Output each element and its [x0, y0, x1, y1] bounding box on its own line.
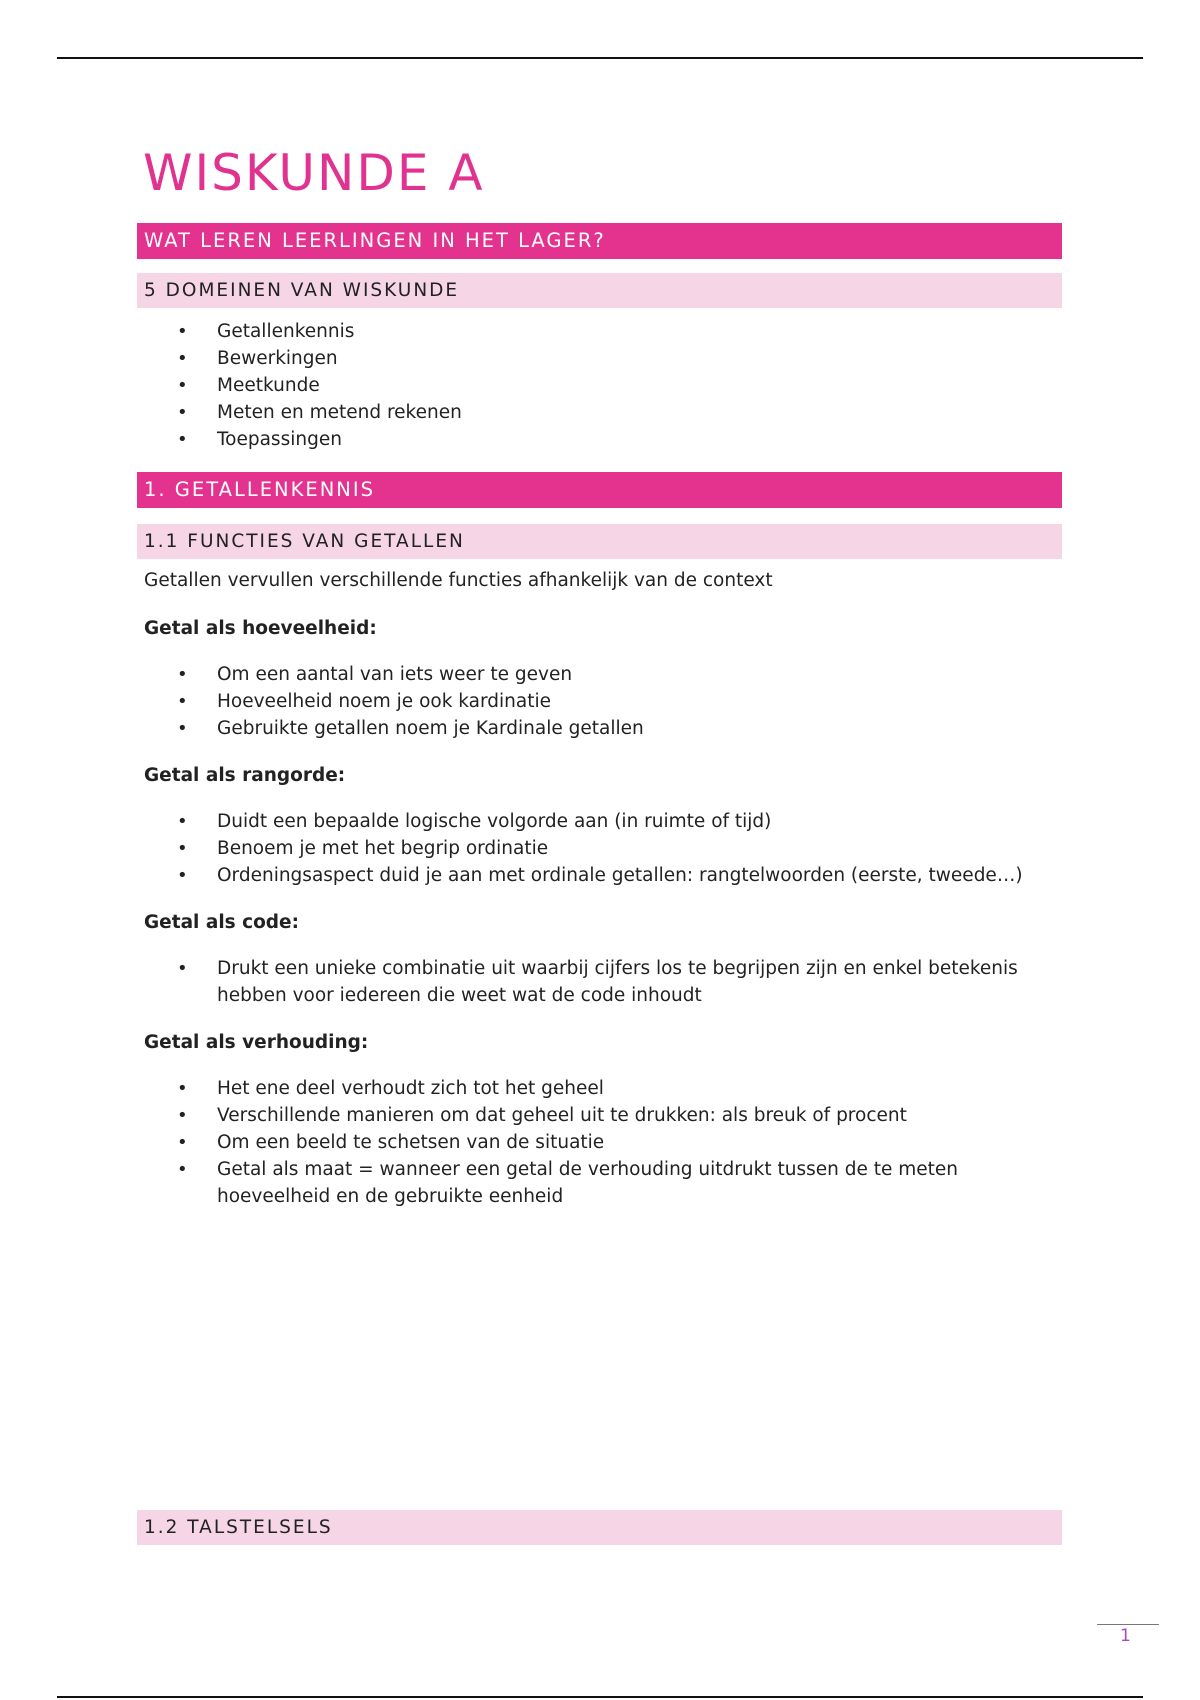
hoeveelheid-list	[137, 661, 1062, 742]
list-item: • Benoem je met het begrip ordinatie	[137, 835, 1077, 862]
list-item: • Verschillende manieren om dat geheel uit te drukken: als breuk of procent	[137, 1102, 1077, 1129]
page-number-divider	[1097, 1624, 1159, 1625]
bottom-rule	[57, 1696, 1143, 1698]
heading-wat-leren-leerlingen: WAT LEREN LEERLINGEN IN HET LAGER?	[137, 223, 1062, 259]
heading-functies-van-getallen: 1.1 FUNCTIES VAN GETALLEN	[137, 524, 1062, 559]
list-item: • Toepassingen	[137, 426, 1077, 453]
heading-talstelsels: 1.2 TALSTELSELS	[137, 1510, 1062, 1545]
code-list	[137, 955, 1062, 1009]
list-item: • Om een beeld te schetsen van de situatie	[137, 1129, 1077, 1156]
label-rangorde: Getal als rangorde:	[144, 765, 346, 786]
list-item: • Het ene deel verhoudt zich tot het geheel	[137, 1075, 1077, 1102]
list-item: • Drukt een unieke combinatie uit waarbij cijfers los te begrijpen zijn en enkel betekenis hebben voor iedereen die weet wat de code inhoudt	[137, 955, 1077, 1009]
page-number: 1	[1120, 1626, 1131, 1646]
label-hoeveelheid: Getal als hoeveelheid:	[144, 618, 377, 639]
list-item: • Meetkunde	[137, 372, 1077, 399]
label-code: Getal als code:	[144, 912, 299, 933]
label-verhouding: Getal als verhouding:	[144, 1032, 369, 1053]
list-item: • Ordeningsaspect duid je aan met ordinale getallen: rangtelwoorden (eerste, tweede…)	[137, 862, 1077, 889]
list-item: • Gebruikte getallen noem je Kardinale getallen	[137, 715, 1077, 742]
list-item: • Meten en metend rekenen	[137, 399, 1077, 426]
top-rule	[57, 57, 1143, 59]
page-content	[137, 140, 1062, 1210]
list-item: • Bewerkingen	[137, 345, 1077, 372]
document-title: WISKUNDE A	[143, 144, 485, 202]
verhouding-list	[137, 1075, 1062, 1210]
intro-paragraph: Getallen vervullen verschillende functies afhankelijk van de context	[144, 570, 773, 591]
list-item: • Getal als maat = wanneer een getal de verhouding uitdrukt tussen de te meten hoeveelheid en de gebruikte eenheid	[137, 1156, 1077, 1210]
list-item: • Hoeveelheid noem je ook kardinatie	[137, 688, 1077, 715]
heading-getallenkennis: 1. GETALLENKENNIS	[137, 472, 1062, 508]
list-item: • Getallenkennis	[137, 318, 1077, 345]
heading-5-domeinen: 5 DOMEINEN VAN WISKUNDE	[137, 273, 1062, 308]
list-item: • Om een aantal van iets weer te geven	[137, 661, 1077, 688]
domeinen-list	[137, 318, 1062, 453]
list-item: • Duidt een bepaalde logische volgorde aan (in ruimte of tijd)	[137, 808, 1077, 835]
rangorde-list	[137, 808, 1062, 889]
